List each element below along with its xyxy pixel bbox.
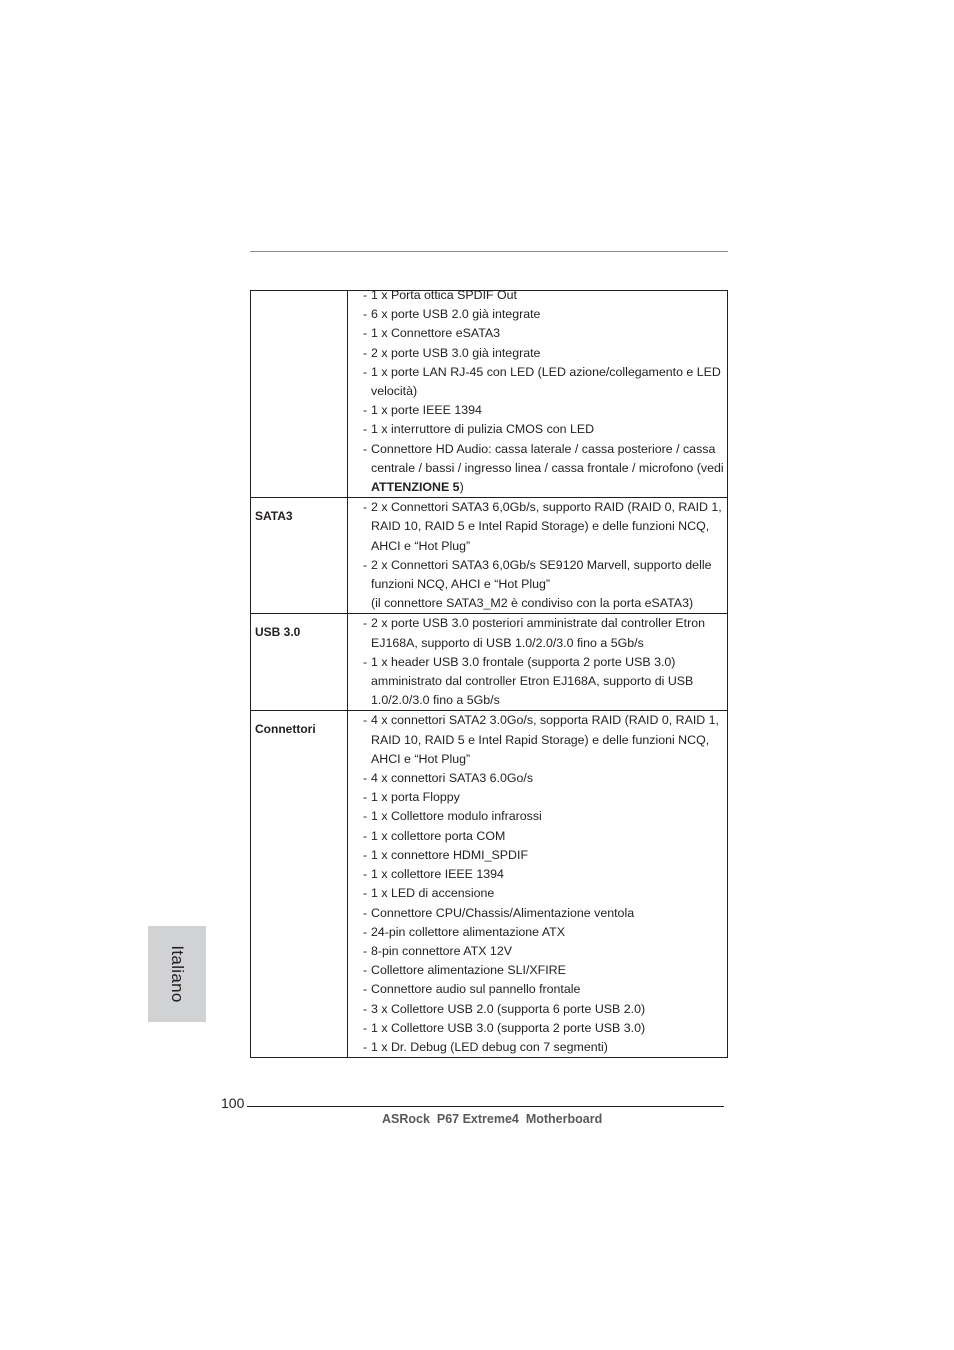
spec-value bbox=[348, 498, 728, 614]
page-number: 100 bbox=[221, 1095, 245, 1111]
list-item: - Connettore CPU/Chassis/Alimentazione ventola bbox=[363, 905, 635, 920]
footer-divider bbox=[247, 1106, 724, 1107]
spec-row-rear-io bbox=[251, 291, 728, 498]
list-item: - 1 x porte IEEE 1394 bbox=[363, 403, 482, 418]
list-item: - 1 x Connettore eSATA3 bbox=[363, 326, 501, 341]
list-item: - 1 x porta Floppy bbox=[363, 790, 460, 805]
list-item: - 3 x Collettore USB 2.0 (supporta 6 porte USB 2.0) bbox=[363, 1001, 646, 1016]
spec-row-usb3 bbox=[251, 614, 728, 711]
list-item: - 1 x connettore HDMI_SPDIF bbox=[363, 847, 529, 862]
top-divider bbox=[250, 251, 728, 252]
list-item-hd-audio: - Connettore HD Audio: cassa laterale / cassa posteriore / cassa centrale / bassi / ingresso linea / cassa frontale / microfono (vedi ATTENZIONE 5) bbox=[363, 441, 724, 495]
list-item: - 24-pin collettore alimentazione ATX bbox=[363, 924, 565, 939]
list-item: - 1 x Dr. Debug (LED debug con 7 segmenti) bbox=[363, 1039, 608, 1054]
list-item: - 6 x porte USB 2.0 già integrate bbox=[363, 307, 541, 322]
footer-product-name: ASRock P67 Extreme4 Motherboard bbox=[382, 1112, 603, 1126]
language-tab-label: Italiano bbox=[168, 945, 187, 1003]
list-item: - 1 x header USB 3.0 frontale (supporta 2 porte USB 3.0) amministrato dal controller Etron EJ168A, supporto di USB 1.0/2.0/3.0 fino a 5Gb/s bbox=[363, 654, 694, 708]
specification-table bbox=[250, 290, 728, 1058]
list-item: - 1 x interruttore di pulizia CMOS con LED bbox=[363, 422, 595, 437]
list-item: - 8-pin connettore ATX 12V bbox=[363, 943, 512, 958]
spec-row-connettori bbox=[251, 711, 728, 1058]
list-item: - 1 x collettore IEEE 1394 bbox=[363, 867, 504, 882]
list-item: - 1 x Collettore USB 3.0 (supporta 2 porte USB 3.0) bbox=[363, 1020, 646, 1035]
list-item: - 4 x connettori SATA3 6.0Go/s bbox=[363, 771, 534, 786]
list-item: - Collettore alimentazione SLI/XFIRE bbox=[363, 963, 566, 978]
spec-label bbox=[251, 291, 348, 498]
list-item: - 2 x porte USB 3.0 posteriori amministrate dal controller Etron EJ168A, supporto di USB 1.0/2.0/3.0 fino a 5Gb/s bbox=[363, 616, 706, 650]
list-item: - 2 x Connettori SATA3 6,0Gb/s SE9120 Marvell, supporto delle funzioni NCQ, AHCI e “Hot Plug” bbox=[363, 557, 712, 592]
spec-label-usb3: USB 3.0 bbox=[251, 614, 348, 711]
spec-value bbox=[348, 711, 728, 1058]
spec-value bbox=[348, 614, 728, 711]
list-item: - 1 x Porta ottica SPDIF Out bbox=[363, 288, 517, 302]
spec-label-connettori: Connettori bbox=[251, 711, 348, 1058]
spec-value bbox=[348, 288, 728, 498]
list-item: - 1 x porte LAN RJ-45 con LED (LED azione/collegamento e LED velocità) bbox=[363, 364, 721, 399]
spec-label-sata3: SATA3 bbox=[251, 498, 348, 614]
list-item: - Connettore audio sul pannello frontale bbox=[363, 982, 581, 997]
list-item: - 1 x collettore porta COM bbox=[363, 828, 506, 843]
list-item-note: (il connettore SATA3_M2 è condiviso con la porta eSATA3) bbox=[371, 596, 694, 611]
list-item: - 1 x Collettore modulo infrarossi bbox=[363, 809, 542, 824]
list-item: - 4 x connettori SATA2 3.0Go/s, sopporta RAID (RAID 0, RAID 1, RAID 10, RAID 5 e Intel Rapid Storage) e delle funzioni NCQ, AHCI e “Hot Plug” bbox=[363, 713, 719, 766]
list-item: - 2 x Connettori SATA3 6,0Gb/s, supporto RAID (RAID 0, RAID 1, RAID 10, RAID 5 e Intel Rapid Storage) e delle funzioni NCQ, AHCI e “Hot Plug” bbox=[363, 500, 722, 553]
attention-reference: ATTENZIONE 5 bbox=[371, 480, 460, 495]
list-item: - 2 x porte USB 3.0 già integrate bbox=[363, 345, 541, 360]
list-item: - 1 x LED di accensione bbox=[363, 886, 495, 901]
language-tab bbox=[148, 926, 206, 1022]
spec-row-sata3 bbox=[251, 498, 728, 614]
